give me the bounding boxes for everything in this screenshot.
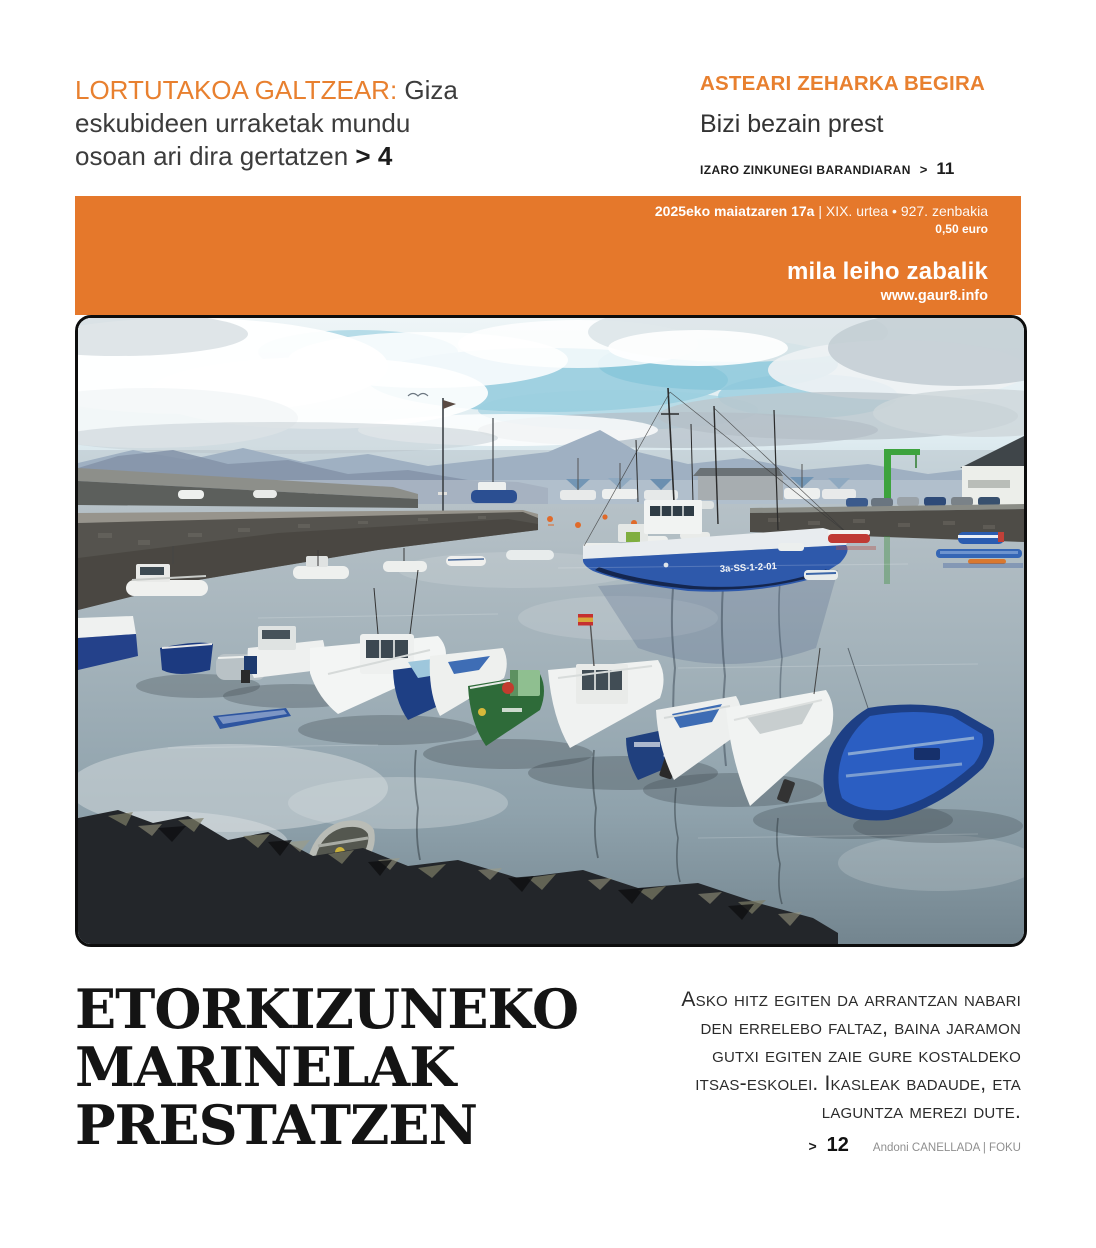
teaser-title: Giza eskubideen urraketak mundu osoan ari dira gertatzen: [75, 75, 458, 171]
teaser-asteari-zeharka[interactable]: [700, 72, 1030, 179]
divider: |: [818, 203, 822, 219]
cover-photo: [75, 315, 1027, 947]
teaser-kicker: LORTUTAKOA GALTZEAR:: [75, 75, 398, 105]
feature-standfirst: Asko hitz egiten da arrantzan nabari den errelebo faltaz, baina jaramon gutxi egiten zaie gure kostaldeko itsas-eskolei. Ikasleak badaude, eta laguntza merezi dute.: [681, 988, 1021, 1123]
photo-credit: Andoni CANELLADA | FOKU: [872, 1142, 1021, 1154]
teaser-page-ref: 11: [936, 159, 955, 178]
headline-line: MARINELAK: [75, 1035, 456, 1099]
bullet: •: [892, 203, 897, 219]
slogan: mila leiho zabalik: [786, 258, 988, 285]
masthead-banner: [75, 196, 1021, 315]
headline-line: ETORKIZUNEKO: [75, 977, 579, 1041]
chevron-right-icon: >: [808, 1138, 817, 1154]
feature-headline: [75, 977, 655, 1157]
issue-date: 2025eko maiatzaren 17a: [654, 203, 815, 219]
harbor-photo-illustration: [78, 318, 1024, 945]
teaser-human-rights[interactable]: [75, 74, 475, 173]
teaser-title: Bizi bezain prest: [700, 110, 884, 138]
issue-year: XIX. urtea: [825, 203, 889, 219]
price: 0,50 euro: [935, 222, 988, 236]
teaser-kicker: ASTEARI ZEHARKA BEGIRA: [700, 72, 985, 95]
headline-line: PRESTATZEN: [75, 1093, 477, 1157]
feature-page-ref: 12: [826, 1134, 849, 1156]
teaser-byline: IZARO ZINKUNEGI BARANDIARAN: [700, 163, 911, 177]
website-link[interactable]: www.gaur8.info: [880, 288, 988, 304]
feature-ref-row[interactable]: [808, 1134, 1021, 1157]
chevron-right-icon: >: [355, 141, 371, 171]
boat-registration: 3a-SS-1-2-01: [719, 561, 778, 575]
chevron-right-icon: >: [919, 162, 928, 177]
issue-number: 927. zenbakia: [900, 203, 988, 219]
spanish-flag-icon: [578, 614, 593, 626]
teaser-page-ref: 4: [377, 141, 393, 171]
issue-info-line: [75, 203, 988, 219]
